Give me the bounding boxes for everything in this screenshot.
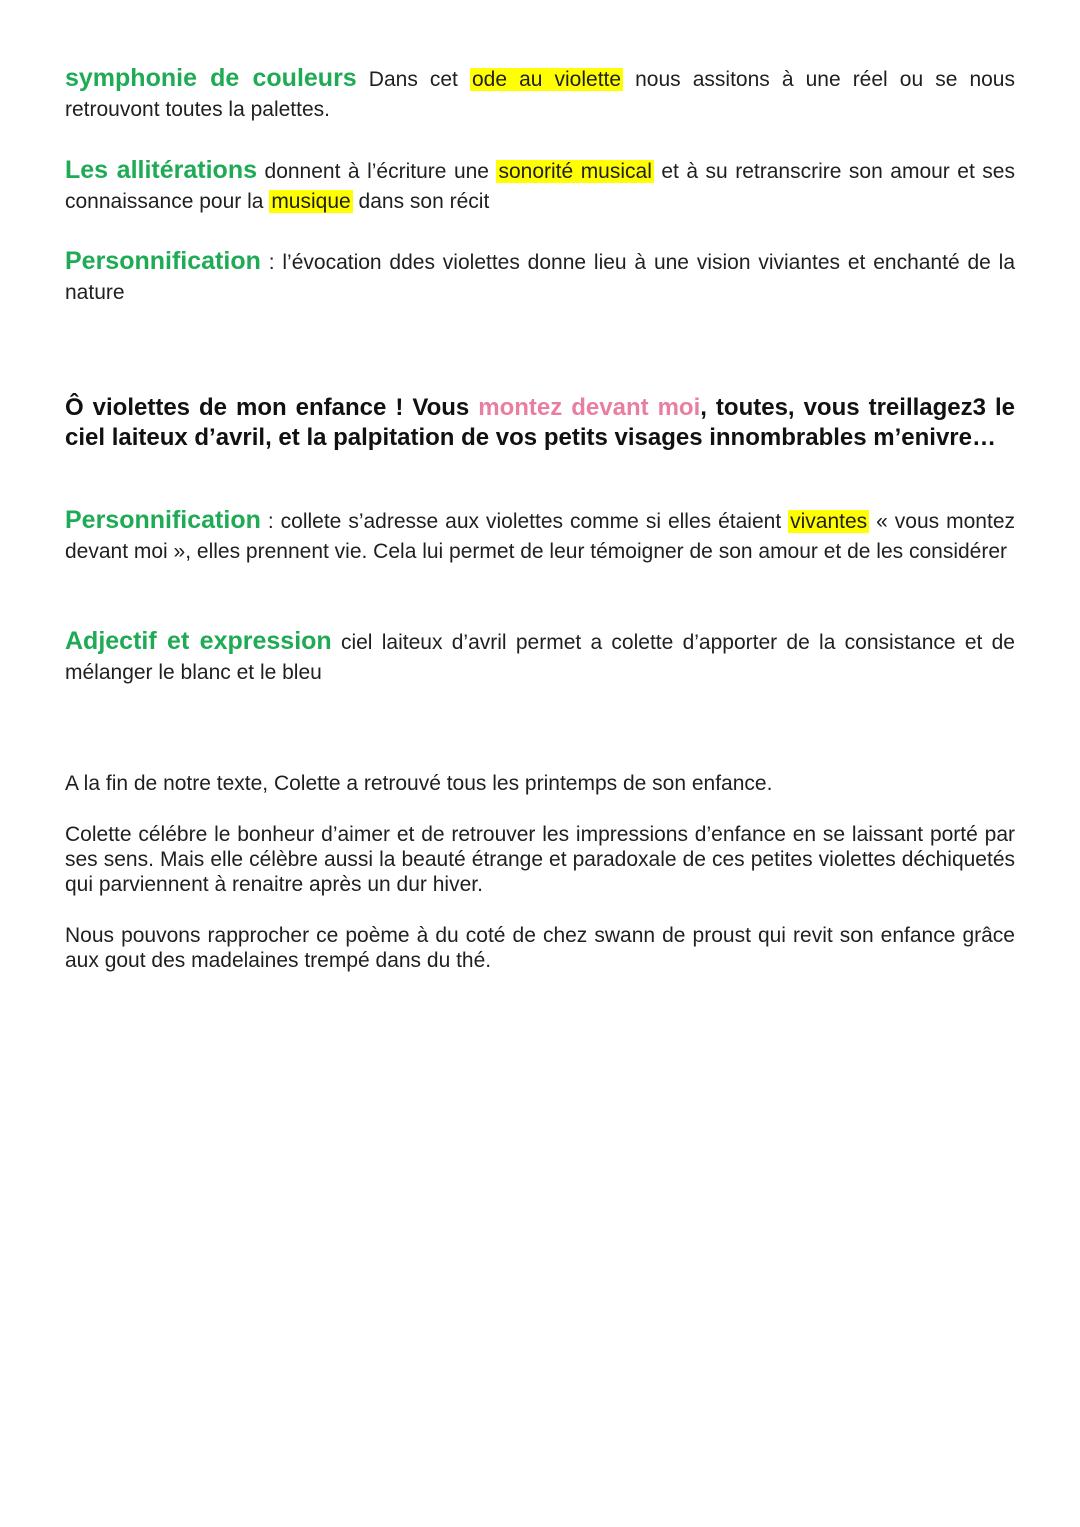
paragraph <box>65 63 1015 125</box>
text: donnent à l’écriture une <box>257 160 497 183</box>
section-personnification <box>65 246 1015 308</box>
highlight: musique <box>271 190 351 213</box>
paragraph: A la fin de notre texte, Colette a retrouvé tous les printemps de son enfance. <box>65 772 773 795</box>
text: Dans cet <box>356 68 470 91</box>
highlight: vivantes <box>790 510 868 533</box>
analysis-personnification <box>65 505 1015 567</box>
text: et à su retranscrire son amour et ses connaissance pour la <box>65 160 1015 213</box>
poem-quote <box>65 393 1015 453</box>
paragraph: Colette célébre le bonheur d’aimer et de retrouver les impressions d’enfance en se laissant porté par ses sens. Mais elle célèbre aussi la beauté étrange et paradoxale de ces petites violettes déchiquetés qui parviennent à renaitre après un dur hiver. <box>65 823 1015 896</box>
text: ciel laiteux d’avril permet a colette d’apporter de la consistance et de mélanger le blanc et le bleu <box>65 631 1015 684</box>
term-label: Personnification <box>65 247 261 275</box>
text: dans son récit <box>352 190 490 213</box>
conclusion-3 <box>65 923 1015 973</box>
quote-part: Ô violettes de mon enfance ! Vous <box>65 394 479 421</box>
quote-text <box>65 393 1015 453</box>
section-symphonie <box>65 63 1015 125</box>
term-label: symphonie de couleurs <box>65 64 357 92</box>
paragraph <box>65 246 1015 308</box>
highlight: ode au violette <box>471 68 622 91</box>
paragraph <box>65 626 1015 688</box>
text: « vous montez devant moi », elles prennent vie. Cela lui permet de leur témoigner de son amour et de les considérer <box>65 510 1016 563</box>
quote-pink-phrase: montez devant moi <box>478 394 701 421</box>
section-alliterations <box>65 155 1015 217</box>
quote-part: , toutes, vous treillagez3 le ciel laiteux d’avril, et la palpitation de vos petits visages innombrables m’enivre… <box>65 394 1015 451</box>
text: nous assitons à une réel ou se nous retrouvont toutes la palettes. <box>65 68 1015 121</box>
term-label: Les allitérations <box>65 156 258 184</box>
conclusion-1 <box>65 771 1015 796</box>
paragraph <box>65 505 1015 567</box>
conclusion-2 <box>65 822 1015 897</box>
term-label: Adjectif et expression <box>65 627 332 655</box>
highlight: sonorité musical <box>498 160 652 183</box>
text: : collete s’adresse aux violettes comme si elles étaient <box>260 510 789 533</box>
analysis-adjectif <box>65 626 1015 688</box>
text: : l’évocation ddes violettes donne lieu à une vision viviantes et enchanté de la nature <box>65 251 1015 304</box>
term-label: Personnification <box>65 506 261 534</box>
paragraph <box>65 155 1015 217</box>
paragraph: Nous pouvons rapprocher ce poème à du coté de chez swann de proust qui revit son enfance grâce aux gout des madelaines trempé dans du thé. <box>65 924 1015 972</box>
